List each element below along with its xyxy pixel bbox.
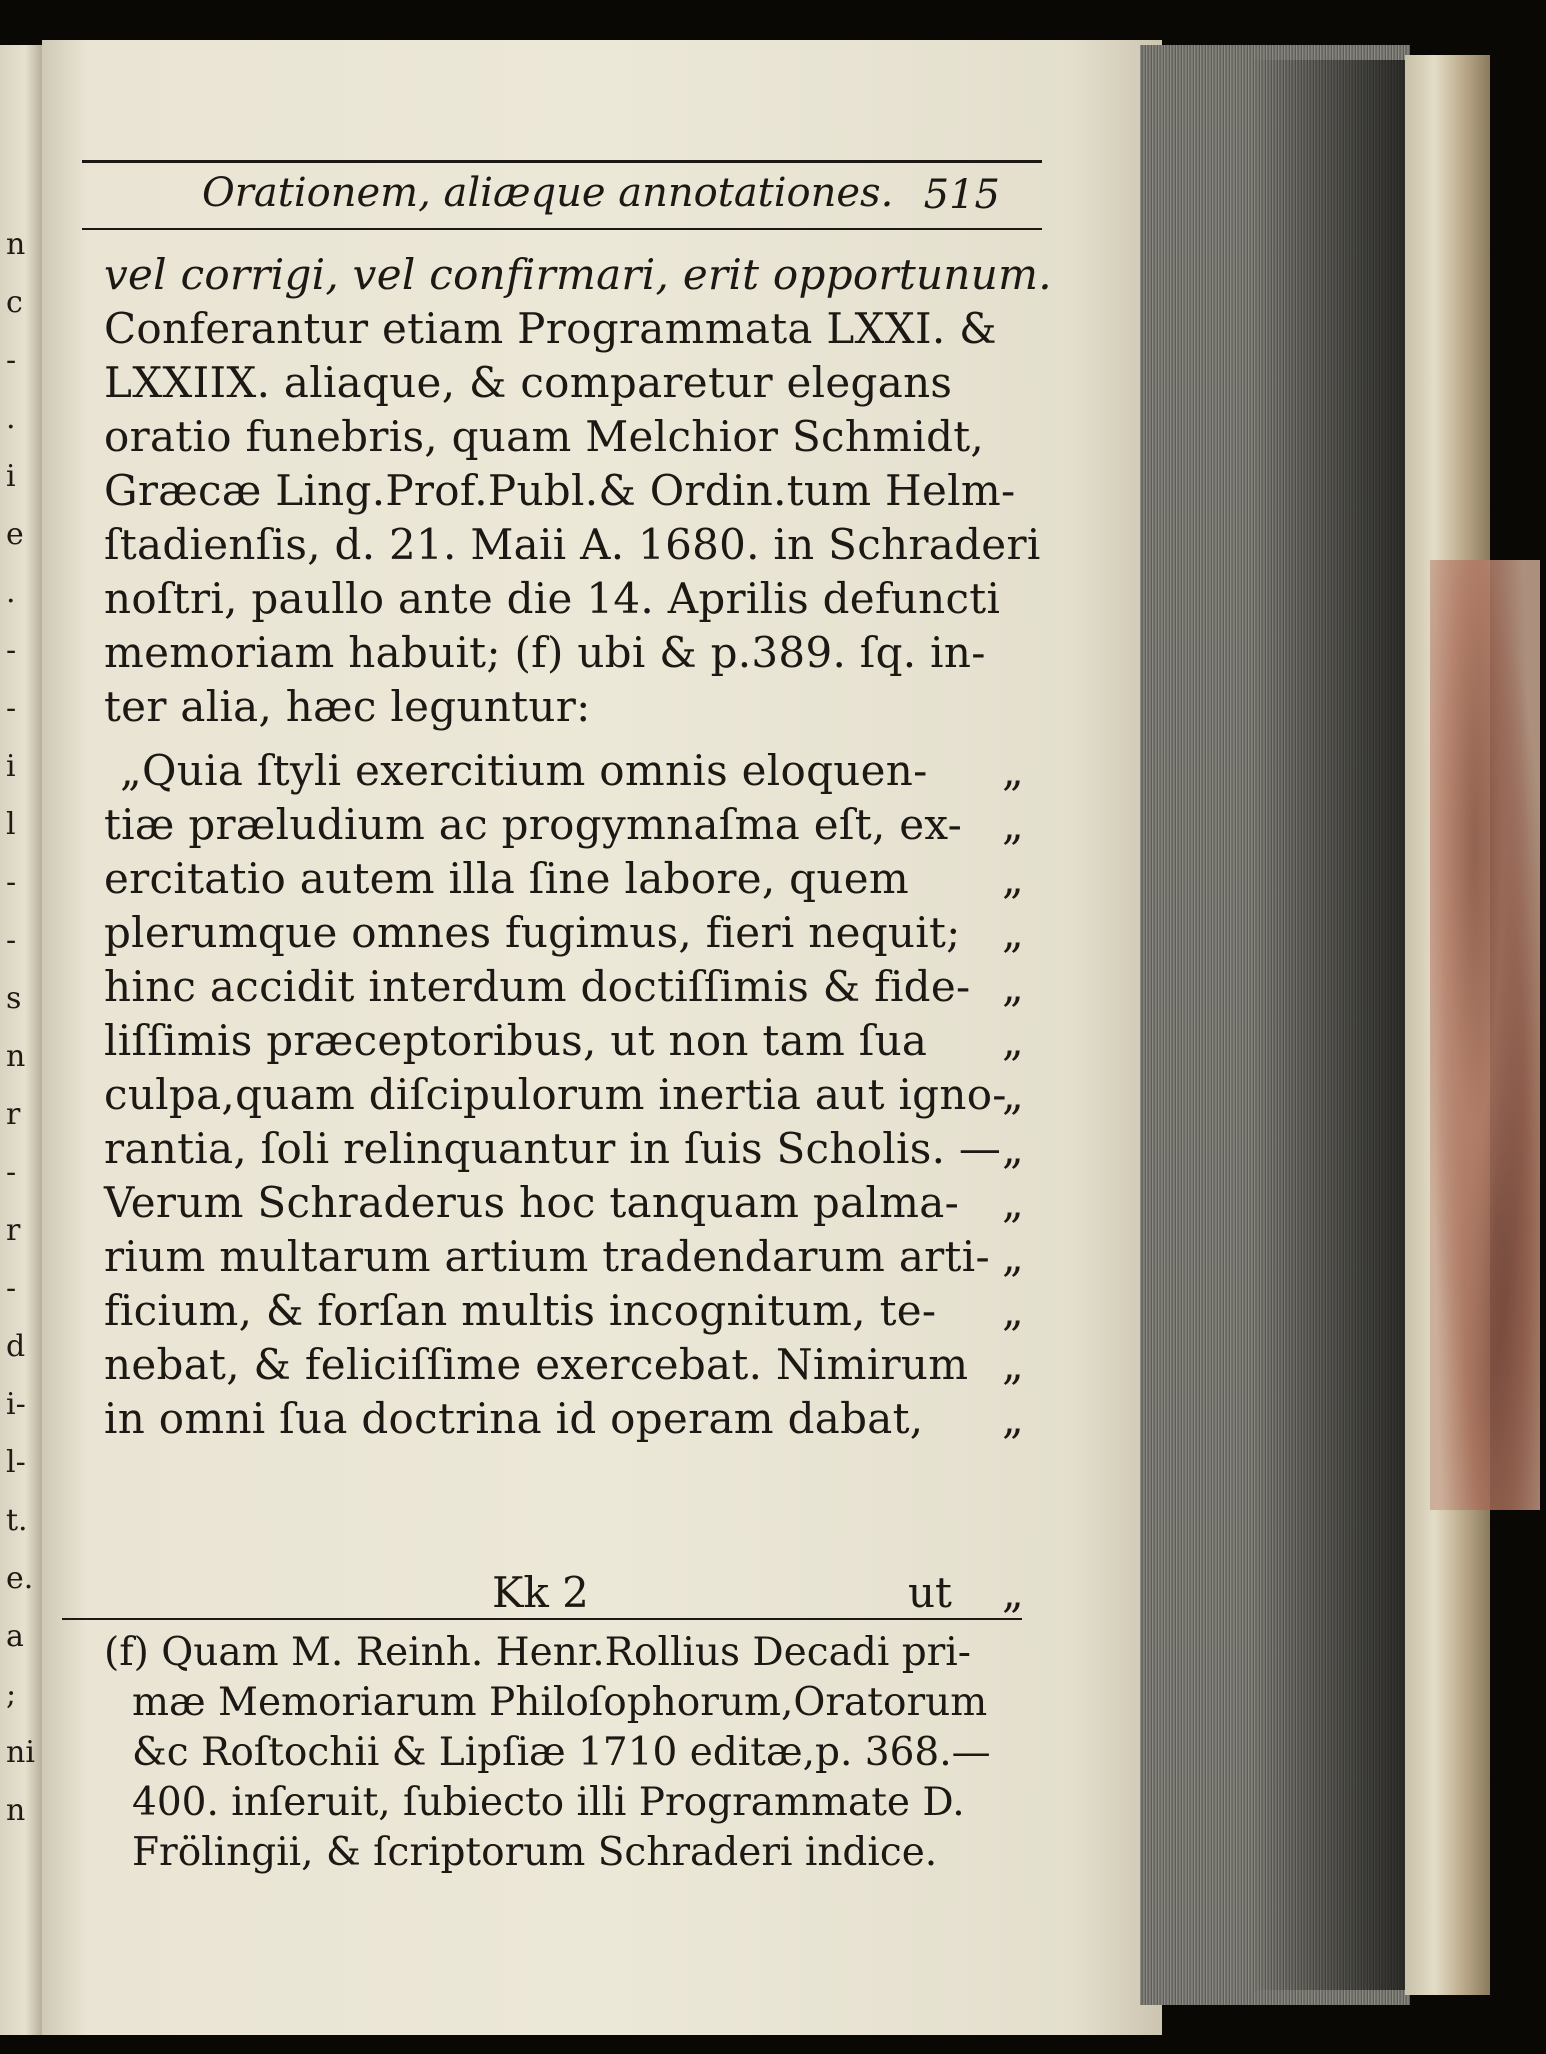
left-margin-char: ; [6, 1677, 17, 1712]
text-line: culpa,quam diſcipulorum inertia aut igno- [104, 1070, 1007, 1119]
text-line: Græcæ Ling.Prof.Publ.& Ordin.tum Helm- [104, 466, 1016, 515]
left-margin-char: - [6, 923, 17, 958]
left-margin-char: r [6, 1097, 21, 1132]
text-line: Verum Schraderus hoc tanquam palma- [104, 1178, 960, 1227]
catch-quote-mark: „ [1002, 1568, 1024, 1617]
left-margin-char: ni [6, 1735, 35, 1770]
quote-mark: „ [1002, 1340, 1024, 1389]
text-line: nebat, & feliciſſime exercebat. Nimirum [104, 1340, 969, 1389]
header-rule-bottom [82, 228, 1042, 230]
left-margin-char: i- [6, 1387, 26, 1422]
quote-mark: „ [1002, 1286, 1024, 1335]
left-margin-char: t. [6, 1503, 28, 1538]
text-line: ercitatio autem illa ſine labore, quem [104, 854, 909, 903]
text-line: rium multarum artium tradendarum arti- [104, 1232, 990, 1281]
signature-mark: Kk 2 [492, 1568, 589, 1617]
text-line: LXXIIX. aliaque, & comparetur elegans [104, 358, 953, 407]
left-margin-char: i [6, 749, 16, 784]
quote-mark: „ [1002, 962, 1024, 1011]
left-margin-char: e [6, 517, 24, 552]
quote-mark: „ [1002, 1394, 1024, 1443]
marbled-cover [1430, 560, 1540, 1510]
left-margin-char: - [6, 633, 17, 668]
left-margin-char: . [6, 401, 16, 436]
quote-mark: „ [1002, 1178, 1024, 1227]
header-row [82, 170, 1000, 230]
left-margin-char: i [6, 459, 16, 494]
left-margin-char: n [6, 1793, 26, 1828]
footnote-line: &c Roſtochii & Lipſiæ 1710 editæ,p. 368.— [132, 1730, 991, 1775]
left-margin-char: - [6, 691, 17, 726]
text-line: ficium, & forſan multis incognitum, te- [104, 1286, 937, 1335]
book-page [42, 40, 1162, 2035]
text-line: ter alia, hæc leguntur: [104, 682, 591, 731]
page-number: 515 [923, 172, 1000, 218]
quote-mark: „ [1002, 746, 1024, 795]
text-line: memoriam habuit; (f) ubi & p.389. ſq. in- [104, 628, 986, 677]
quote-mark: „ [1002, 854, 1024, 903]
left-margin-char: . [6, 575, 16, 610]
footnote-line: Frölingii, & ſcriptorum Schraderi indice. [132, 1830, 938, 1875]
left-margin-char: r [6, 1213, 21, 1248]
left-page-edge [0, 45, 42, 2035]
left-margin-char: c [6, 285, 23, 320]
footnote-line: (f) Quam M. Reinh. Henr.Rollius Decadi pri- [104, 1630, 971, 1675]
text-line: vel corrigi, vel confirmari, erit opportunum. [104, 250, 1052, 299]
left-margin-char: n [6, 227, 26, 262]
quote-mark: „ [1002, 908, 1024, 957]
text-line: liſſimis præceptoribus, ut non tam ſua [104, 1016, 928, 1065]
text-line: ſtadienſis, d. 21. Maii A. 1680. in Schraderi [104, 520, 1041, 569]
text-line: „Quia ſtyli exercitium omnis eloquen- [120, 746, 928, 795]
text-line: rantia, ſoli relinquantur in ſuis Scholis. — [104, 1124, 1002, 1173]
edges-shadow [1250, 60, 1410, 1990]
running-head: Orationem, aliæque annotationes. [202, 170, 894, 216]
header-rule-top [82, 160, 1042, 163]
left-margin-char: - [6, 343, 17, 378]
catchword: ut [908, 1568, 952, 1617]
left-margin-char: l [6, 807, 16, 842]
left-margin-char: - [6, 1155, 17, 1190]
footnote-rule [62, 1618, 1022, 1620]
text-line: hinc accidit interdum doctiſſimis & fide- [104, 962, 971, 1011]
text-line: noſtri, paullo ante die 14. Aprilis defuncti [104, 574, 1001, 623]
text-line: Conferantur etiam Programmata LXXI. & [104, 304, 997, 353]
footnote-line: 400. inſeruit, ſubiecto illi Programmate D. [132, 1780, 965, 1825]
left-margin-char: n [6, 1039, 26, 1074]
left-margin-char: l- [6, 1445, 26, 1480]
quote-mark: „ [1002, 800, 1024, 849]
text-line: plerumque omnes fugimus, fieri nequit; [104, 908, 961, 957]
left-margin-char: a [6, 1619, 24, 1654]
text-line: tiæ præludium ac progymnaſma eſt, ex- [104, 800, 963, 849]
quote-mark: „ [1002, 1124, 1024, 1173]
left-margin-char: d [6, 1329, 26, 1364]
quote-mark: „ [1002, 1070, 1024, 1119]
left-margin-char: - [6, 1271, 17, 1306]
quote-mark: „ [1002, 1016, 1024, 1065]
left-margin-char: e. [6, 1561, 34, 1596]
left-margin-char: s [6, 981, 22, 1016]
text-line: oratio funebris, quam Melchior Schmidt, [104, 412, 985, 461]
text-line: in omni ſua doctrina id operam dabat, [104, 1394, 924, 1443]
quote-mark: „ [1002, 1232, 1024, 1281]
footnote-line: mæ Memoriarum Philoſophorum,Oratorum [132, 1680, 988, 1725]
left-margin-char: - [6, 865, 17, 900]
